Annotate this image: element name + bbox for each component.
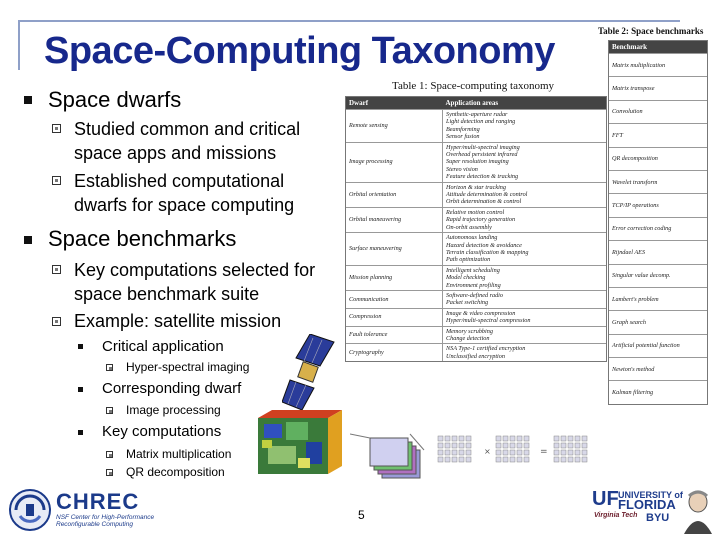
table1-dwarf-cell: Fault tolerance [346, 326, 443, 344]
bullet-space-benchmarks: Space benchmarks [48, 226, 237, 251]
table1-areas-cell [443, 110, 607, 143]
page-number: 5 [358, 508, 365, 522]
table1-area-item: Synthetic-aperture radar [446, 111, 508, 118]
table1 [345, 96, 607, 362]
table1-areas-cell [443, 233, 607, 266]
bullet-example: Example: satellite mission [74, 311, 282, 331]
university-seal-icon [680, 490, 716, 534]
table1-area-item: Light detection and ranging [446, 118, 516, 126]
table1-area-item: Intelligent scheduling [446, 266, 500, 274]
table1-header-areas: Application areas [443, 97, 607, 110]
table1-areas-cell [443, 142, 607, 182]
table1-area-item: Path optimization [446, 256, 491, 264]
table1-area-item: Super resolution imaging [446, 158, 509, 166]
table1-row [346, 110, 606, 143]
title-frame-left [18, 20, 20, 70]
table2-row: Wavelet transform [609, 170, 707, 193]
table1-area-item: Feature detection & tracking [446, 173, 519, 181]
uf-name-line1: UNIVERSITY of [618, 490, 683, 500]
bullet-matrix-mult: Matrix multiplication [126, 447, 232, 461]
table1-areas-cell [443, 290, 607, 308]
chrec-name: CHREC [56, 489, 140, 514]
bullet-critical-application: Critical application [102, 338, 224, 355]
bullet-box-icon [52, 265, 61, 274]
table2-row: FFT [609, 123, 707, 146]
table1-row [346, 207, 606, 232]
table1-area-item: Relative motion control [446, 208, 505, 216]
table1-area-item: Environment profiling [446, 281, 501, 289]
table1-row [346, 182, 606, 207]
table1-area-item: Hyper/multi-spectral compression [446, 317, 531, 325]
bullet-hyperspectral: Hyper-spectral imaging [126, 360, 250, 374]
bullet-established: Established computational [74, 171, 285, 191]
table1-area-item: Sensor fusion [446, 133, 480, 141]
uf-logo [592, 488, 684, 514]
table2-row: TCP/IP operations [609, 193, 707, 216]
bullet-qr: QR decomposition [126, 465, 225, 479]
table2-row: QR decomposition [609, 147, 707, 170]
bullet-square-icon [24, 96, 32, 104]
table2-row: Artificial potential function [609, 334, 707, 357]
table2-row: Matrix transpose [609, 76, 707, 99]
bullet-square-icon [24, 236, 32, 244]
bullet-box-icon [106, 451, 113, 458]
table1-dwarf-cell: Remote sensing [346, 110, 443, 143]
chrec-logo [8, 488, 178, 532]
table1-area-item: Terrain classification & mapping [446, 248, 529, 256]
table1-row [346, 265, 606, 290]
bullet-box-icon [106, 407, 113, 414]
table2-caption: Table 2: Space benchmarks [598, 26, 704, 36]
table1-area-item: Rapid trajectory generation [446, 216, 516, 224]
chrec-subtitle [56, 514, 154, 528]
table1-areas-cell [443, 207, 607, 232]
table1-area-item: Stereo vision [446, 165, 478, 173]
vt-logo: Virginia Tech [594, 512, 638, 519]
table1-area-item: Packet switching [446, 299, 489, 307]
bullet-space-dwarfs: Space dwarfs [48, 87, 182, 112]
table1-area-item: Hazard detection & avoidance [446, 241, 522, 249]
bullet-corresponding-dwarf: Corresponding dwarf [102, 380, 242, 397]
table2-row: Lambert's problem [609, 287, 707, 310]
table1-areas-cell [443, 182, 607, 207]
table1-area-item: Beamforming [446, 125, 480, 133]
bullet-image-processing: Image processing [126, 403, 221, 417]
table2 [608, 40, 708, 405]
table2-row: Convolution [609, 100, 707, 123]
table1-dwarf-cell: Surface maneuvering [346, 233, 443, 266]
table2-header: Benchmark [609, 41, 707, 53]
chrec-subtitle-line1: NSF Center for High-Performance [56, 514, 155, 521]
bullet-key-computations-cont: space benchmark suite [74, 284, 260, 304]
table1-areas-cell [443, 265, 607, 290]
table1-area-item: Model checking [446, 274, 486, 282]
table1-row [346, 326, 606, 344]
title-frame-top [20, 20, 680, 22]
bullet-box-icon [106, 364, 113, 371]
uf-name [618, 490, 683, 510]
svg-text:=: = [540, 447, 548, 457]
bullet-box-icon [52, 317, 61, 326]
table1-areas-cell [443, 326, 607, 344]
table2-row: Matrix multiplication [609, 53, 707, 76]
table1-row [346, 344, 606, 361]
table1-area-item: Hyper/multi-spectral imaging [446, 143, 520, 151]
table1-area-item: Unclassified encryption [446, 352, 505, 360]
hyperspectral-cube-image [258, 410, 344, 480]
uf-mark: UF [592, 488, 619, 510]
chrec-subtitle-line2: Reconfigurable Computing [56, 521, 133, 528]
table1-dwarf-cell: Compression [346, 308, 443, 326]
bullet-box-icon [52, 124, 61, 133]
table1-area-item: Image & video compression [446, 309, 516, 317]
table2-row: Error correction coding [609, 217, 707, 240]
slide-title: Space-Computing Taxonomy [44, 30, 555, 72]
table1-dwarf-cell: Orbital orientation [346, 182, 443, 207]
table1-areas-cell [443, 344, 607, 361]
bullet-key-computations: Key computations selected for [74, 260, 316, 280]
bullet-box-icon [106, 469, 113, 476]
table1-areas-cell [443, 308, 607, 326]
bullet-square-icon [78, 344, 83, 349]
table1-area-item: Orbit determination & control [446, 198, 522, 206]
bullet-square-icon [78, 387, 83, 392]
table1-area-item: Autonomous landing [446, 234, 498, 242]
table2-row: Kalman filtering [609, 380, 707, 403]
bullet-square-icon [78, 430, 83, 435]
table1-dwarf-cell: Image processing [346, 142, 443, 182]
table1-area-item: NSA Type-1 certified encryption [446, 345, 526, 353]
table2-row: Graph search [609, 310, 707, 333]
table1-row [346, 142, 606, 182]
table2-row: Singular value decomp. [609, 264, 707, 287]
matrix-multiplication-diagram [350, 432, 600, 488]
table1-dwarf-cell: Cryptography [346, 344, 443, 361]
bullet-studied: Studied common and critical [74, 119, 301, 139]
table1-caption: Table 1: Space-computing taxonomy [392, 80, 555, 92]
chrec-emblem-icon [8, 488, 52, 532]
satellite-icon [282, 334, 342, 410]
table2-row: Rijndael AES [609, 240, 707, 263]
bullet-box-icon [52, 176, 61, 185]
table1-row [346, 233, 606, 266]
table1-area-item: Change detection [446, 334, 490, 342]
table1-area-item: Horizon & star tracking [446, 183, 506, 191]
table1-area-item: Software-defined radio [446, 291, 503, 299]
table1-area-item: Attitude determination & control [446, 191, 528, 199]
table2-row: Newton's method [609, 357, 707, 380]
table1-header-dwarf: Dwarf [346, 97, 443, 110]
table1-dwarf-cell: Communication [346, 290, 443, 308]
byu-logo: BYU [646, 512, 670, 524]
bullet-key-comps: Key computations [102, 423, 222, 440]
svg-text:×: × [484, 447, 491, 456]
table1-area-item: Memory scrubbing [446, 327, 493, 335]
table1-dwarf-cell: Mission planning [346, 265, 443, 290]
table1-dwarf-cell: Orbital maneuvering [346, 207, 443, 232]
uf-name-line2: FLORIDA [618, 497, 676, 512]
table1-area-item: On-orbit assembly [446, 223, 492, 231]
bullet-established-cont: dwarfs for space computing [74, 195, 295, 215]
bullet-studied-cont: space apps and missions [74, 143, 277, 163]
table1-row [346, 308, 606, 326]
table1-row [346, 290, 606, 308]
table1-area-item: Overhead persistent infrared [446, 151, 518, 159]
